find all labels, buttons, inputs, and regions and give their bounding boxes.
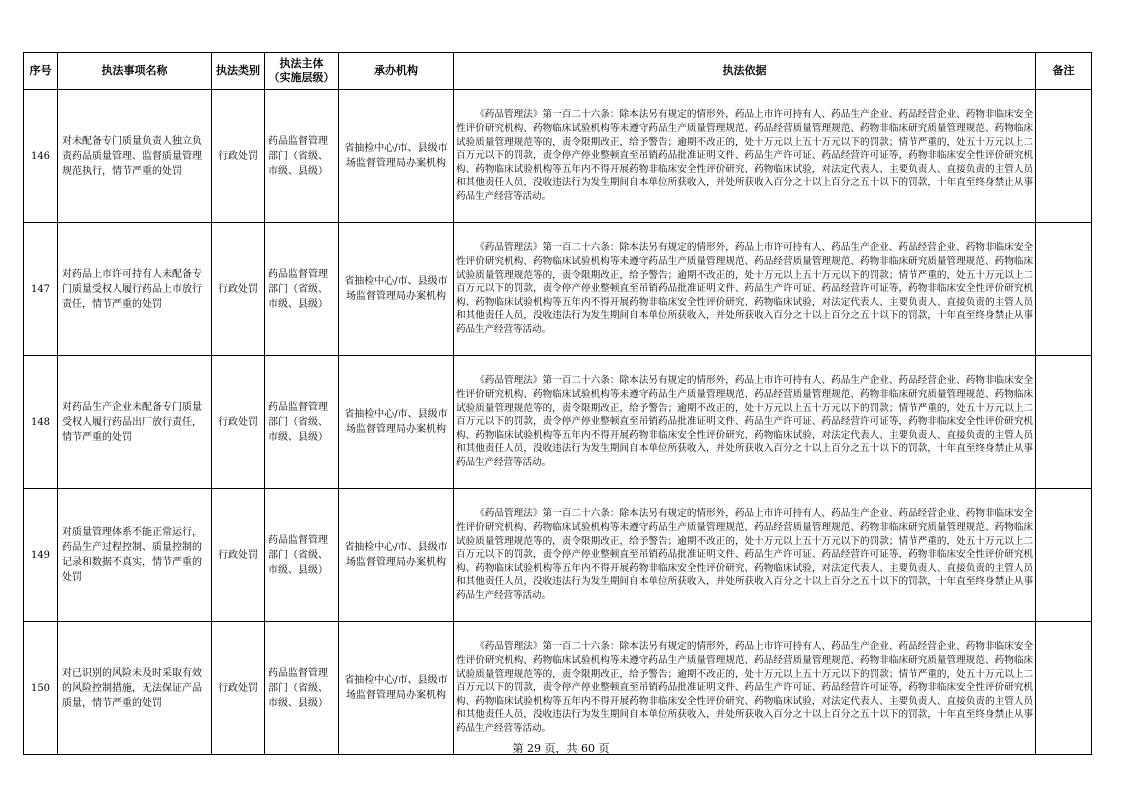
cell-category: 行政处罚 bbox=[212, 356, 265, 489]
cell-basis: 《药品管理法》第一百二十六条：除本法另有规定的情形外，药品上市许可持有人、药品生产企业、药品经营企业、药物非临床安全性评价研究机构、药物临床试验机构等未遵守药品生产质量管理规范、药品经营质量管理规范、药物非临床研究质量管理规范、药物临床试验质量管理规范等的，责令限期改正，给予警告；逾期不改正的，处十万元以上五十万元以下的罚款；情节严重的，处五十万元以上二百万元以下的罚款，责令停产停业整顿直至吊销药品批准证明文件、药品生产许可证、药品经营许可证等，药物非临床安全性评价研究机构、药物临床试验机构等五年内不得开展药物非临床安全性评价研究、药物临床试验，对法定代表人、主要负责人、直接负责的主管人员和其他责任人员，没收违法行为发生期间自本单位所获收入，并处所获收入百分之十以上百分之五十以下的罚款，十年直至终身禁止从事药品生产经营等活动。 bbox=[454, 489, 1036, 622]
header-no: 序号 bbox=[24, 53, 58, 90]
table-row bbox=[24, 356, 1092, 489]
cell-organ: 省抽检中心/市、县级市场监督管理局办案机构 bbox=[339, 622, 454, 755]
cell-note bbox=[1036, 223, 1092, 356]
cell-category: 行政处罚 bbox=[212, 223, 265, 356]
header-basis: 执法依据 bbox=[454, 53, 1036, 90]
header-category: 执法类别 bbox=[212, 53, 265, 90]
table-header-row bbox=[24, 53, 1092, 90]
header-subject-line1: 执法主体 bbox=[279, 57, 324, 70]
cell-category: 行政处罚 bbox=[212, 90, 265, 223]
cell-basis: 《药品管理法》第一百二十六条：除本法另有规定的情形外，药品上市许可持有人、药品生产企业、药品经营企业、药物非临床安全性评价研究机构、药物临床试验机构等未遵守药品生产质量管理规范、药品经营质量管理规范、药物非临床研究质量管理规范、药物临床试验质量管理规范等的，责令限期改正，给予警告；逾期不改正的，处十万元以上五十万元以下的罚款；情节严重的，处五十万元以上二百万元以下的罚款，责令停产停业整顿直至吊销药品批准证明文件、药品生产许可证、药品经营许可证等，药物非临床安全性评价研究机构、药物临床试验机构等五年内不得开展药物非临床安全性评价研究、药物临床试验，对法定代表人、主要负责人、直接负责的主管人员和其他责任人员，没收违法行为发生期间自本单位所获收入，并处所获收入百分之十以上百分之五十以下的罚款，十年直至终身禁止从事药品生产经营等活动。 bbox=[454, 90, 1036, 223]
cell-subject: 药品监督管理部门（省级、市级、县级） bbox=[265, 622, 339, 755]
cell-item-name: 对药品上市许可持有人未配备专门质量受权人履行药品上市放行责任，情节严重的处罚 bbox=[58, 223, 212, 356]
table-row bbox=[24, 223, 1092, 356]
header-organ: 承办机构 bbox=[339, 53, 454, 90]
enforcement-table-container bbox=[23, 52, 1091, 755]
cell-no: 147 bbox=[24, 223, 58, 356]
header-note: 备注 bbox=[1036, 53, 1092, 90]
page-number-footer: 第 29 页，共 60 页 bbox=[512, 742, 610, 755]
cell-no: 150 bbox=[24, 622, 58, 755]
header-subject-line2: （实施层级） bbox=[268, 71, 335, 84]
cell-category: 行政处罚 bbox=[212, 622, 265, 755]
cell-note bbox=[1036, 489, 1092, 622]
cell-organ: 省抽检中心/市、县级市场监督管理局办案机构 bbox=[339, 356, 454, 489]
cell-item-name: 对未配备专门质量负责人独立负责药品质量管理、监督质量管理规范执行，情节严重的处罚 bbox=[58, 90, 212, 223]
cell-note bbox=[1036, 356, 1092, 489]
cell-subject: 药品监督管理部门（省级、市级、县级） bbox=[265, 90, 339, 223]
cell-organ: 省抽检中心/市、县级市场监督管理局办案机构 bbox=[339, 223, 454, 356]
cell-subject: 药品监督管理部门（省级、市级、县级） bbox=[265, 223, 339, 356]
cell-no: 148 bbox=[24, 356, 58, 489]
cell-basis: 《药品管理法》第一百二十六条：除本法另有规定的情形外，药品上市许可持有人、药品生产企业、药品经营企业、药物非临床安全性评价研究机构、药物临床试验机构等未遵守药品生产质量管理规范、药品经营质量管理规范、药物非临床研究质量管理规范、药物临床试验质量管理规范等的，责令限期改正，给予警告；逾期不改正的，处十万元以上五十万元以下的罚款；情节严重的，处五十万元以上二百万元以下的罚款，责令停产停业整顿直至吊销药品批准证明文件、药品生产许可证、药品经营许可证等，药物非临床安全性评价研究机构、药物临床试验机构等五年内不得开展药物非临床安全性评价研究、药物临床试验，对法定代表人、主要负责人、直接负责的主管人员和其他责任人员，没收违法行为发生期间自本单位所获收入，并处所获收入百分之十以上百分之五十以下的罚款，十年直至终身禁止从事药品生产经营等活动。 bbox=[454, 622, 1036, 755]
cell-organ: 省抽检中心/市、县级市场监督管理局办案机构 bbox=[339, 489, 454, 622]
table-row bbox=[24, 90, 1092, 223]
table-row bbox=[24, 489, 1092, 622]
cell-no: 149 bbox=[24, 489, 58, 622]
cell-no: 146 bbox=[24, 90, 58, 223]
cell-subject: 药品监督管理部门（省级、市级、县级） bbox=[265, 489, 339, 622]
cell-item-name: 对已识别的风险未及时采取有效的风险控制措施，无法保证产品质量，情节严重的处罚 bbox=[58, 622, 212, 755]
cell-subject: 药品监督管理部门（省级、市级、县级） bbox=[265, 356, 339, 489]
table-row bbox=[24, 622, 1092, 755]
cell-basis: 《药品管理法》第一百二十六条：除本法另有规定的情形外，药品上市许可持有人、药品生产企业、药品经营企业、药物非临床安全性评价研究机构、药物临床试验机构等未遵守药品生产质量管理规范、药品经营质量管理规范、药物非临床研究质量管理规范、药物临床试验质量管理规范等的，责令限期改正，给予警告；逾期不改正的，处十万元以上五十万元以下的罚款；情节严重的，处五十万元以上二百万元以下的罚款，责令停产停业整顿直至吊销药品批准证明文件、药品生产许可证、药品经营许可证等，药物非临床安全性评价研究机构、药物临床试验机构等五年内不得开展药物非临床安全性评价研究、药物临床试验，对法定代表人、主要负责人、直接负责的主管人员和其他责任人员，没收违法行为发生期间自本单位所获收入，并处所获收入百分之十以上百分之五十以下的罚款，十年直至终身禁止从事药品生产经营等活动。 bbox=[454, 223, 1036, 356]
cell-item-name: 对药品生产企业未配备专门质量受权人履行药品出厂放行责任，情节严重的处罚 bbox=[58, 356, 212, 489]
cell-basis: 《药品管理法》第一百二十六条：除本法另有规定的情形外，药品上市许可持有人、药品生产企业、药品经营企业、药物非临床安全性评价研究机构、药物临床试验机构等未遵守药品生产质量管理规范、药品经营质量管理规范、药物非临床研究质量管理规范、药物临床试验质量管理规范等的，责令限期改正，给予警告；逾期不改正的，处十万元以上五十万元以下的罚款；情节严重的，处五十万元以上二百万元以下的罚款，责令停产停业整顿直至吊销药品批准证明文件、药品生产许可证、药品经营许可证等，药物非临床安全性评价研究机构、药物临床试验机构等五年内不得开展药物非临床安全性评价研究、药物临床试验，对法定代表人、主要负责人、直接负责的主管人员和其他责任人员，没收违法行为发生期间自本单位所获收入，并处所获收入百分之十以上百分之五十以下的罚款，十年直至终身禁止从事药品生产经营等活动。 bbox=[454, 356, 1036, 489]
enforcement-items-table bbox=[23, 52, 1092, 755]
header-subject bbox=[265, 53, 339, 90]
cell-note bbox=[1036, 90, 1092, 223]
cell-note bbox=[1036, 622, 1092, 755]
cell-organ: 省抽检中心/市、县级市场监督管理局办案机构 bbox=[339, 90, 454, 223]
cell-category: 行政处罚 bbox=[212, 489, 265, 622]
cell-item-name: 对质量管理体系不能正常运行，药品生产过程控制、质量控制的记录和数据不真实，情节严重的处罚 bbox=[58, 489, 212, 622]
header-item-name: 执法事项名称 bbox=[58, 53, 212, 90]
